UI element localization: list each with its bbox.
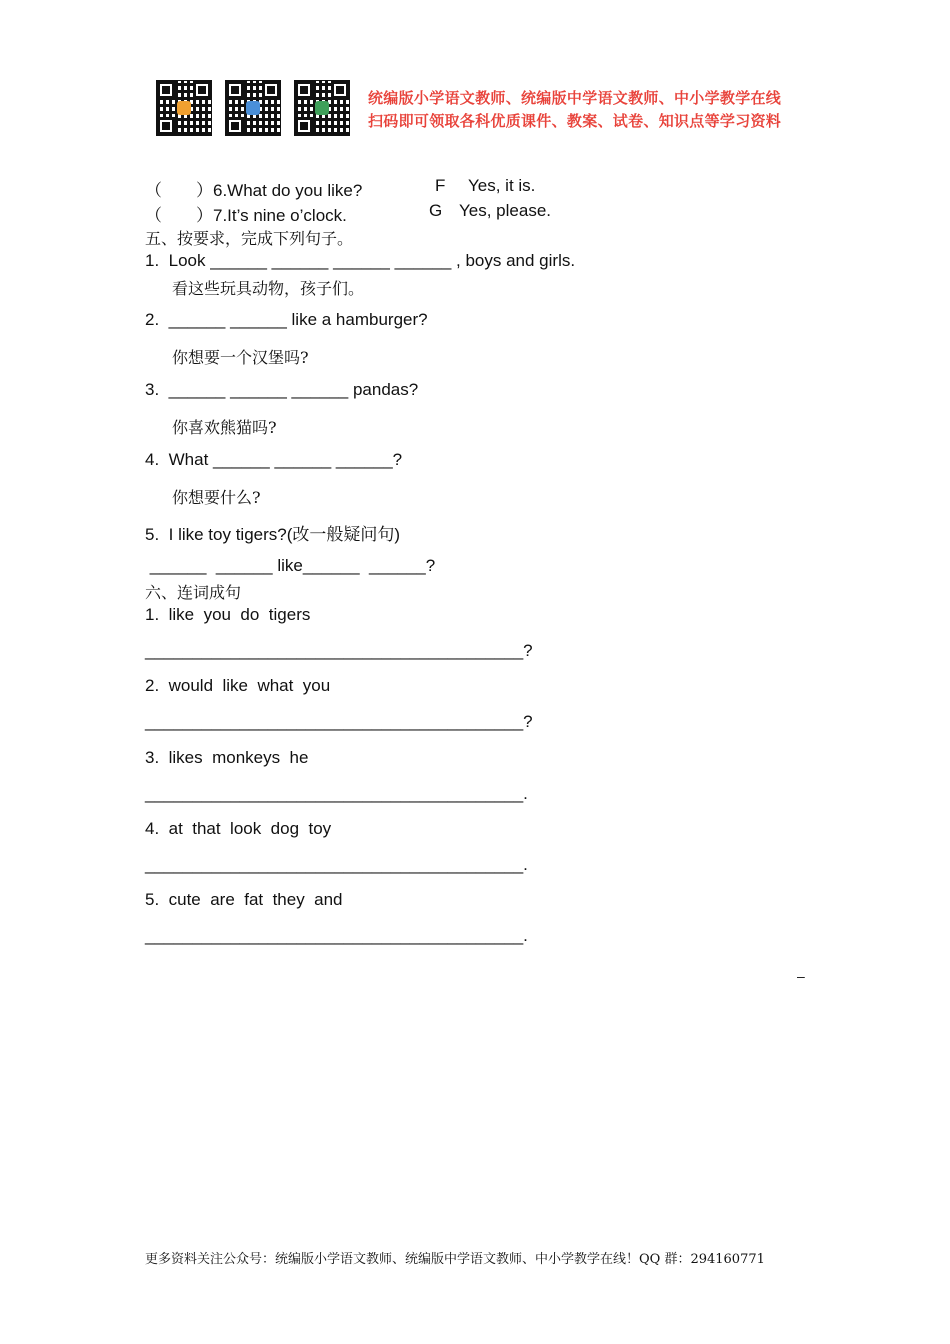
section-6-item-5-blank: ________________________________________. xyxy=(145,926,528,945)
section-5-item-4: 4. What ______ ______ ______? xyxy=(145,450,403,469)
section-5-item-3-translation: 你喜欢熊猫吗? xyxy=(172,418,277,437)
section-6-item-3-words: 3. likes monkeys he xyxy=(145,748,309,767)
page-mark: – xyxy=(797,968,805,984)
section-6-item-1-words: 1. like you do tigers xyxy=(145,605,311,624)
matching-answer-f: Yes, it is. xyxy=(468,176,536,195)
section-6-item-3-blank: ________________________________________. xyxy=(145,784,528,803)
section-6-title: 六、连词成句 xyxy=(145,583,242,602)
section-6-item-5-words: 5. cute are fat they and xyxy=(145,890,343,909)
matching-letter-f: F xyxy=(435,176,446,195)
qr-code-icon xyxy=(225,80,281,136)
matching-question-6: （ ）6.What do you like? xyxy=(145,181,363,200)
section-6-item-4-blank: ________________________________________. xyxy=(145,855,528,874)
footer-promo: 更多资料关注公众号：统编版小学语文教师、统编版中学语文教师、中小学教学在线！QQ 群：294160771 xyxy=(145,1252,765,1267)
matching-question-7: （ ）7.It’s nine o’clock. xyxy=(145,206,347,225)
section-6-item-1-blank: ________________________________________? xyxy=(145,641,533,660)
section-6-item-2-blank: ________________________________________? xyxy=(145,712,533,731)
section-5-item-1: 1. Look ______ ______ ______ ______ , boys and girls. xyxy=(145,251,576,270)
qr-code-icon xyxy=(294,80,350,136)
header-promo-line-2: 扫码即可领取各科优质课件、教案、试卷、知识点等学习资料 xyxy=(368,112,782,130)
section-6-item-4-words: 4. at that look dog toy xyxy=(145,819,332,838)
section-5-item-2: 2. ______ ______ like a hamburger? xyxy=(145,310,428,329)
section-5-title: 五、按要求，完成下列句子。 xyxy=(145,229,354,248)
qr-code-icon xyxy=(156,80,212,136)
matching-letter-g: G xyxy=(429,201,443,220)
section-5-item-5-answer-blanks: ______ ______ like______ ______? xyxy=(145,556,436,575)
section-5-item-5: 5. I like toy tigers?(改一般疑问句) xyxy=(145,525,401,544)
header-promo-line-1: 统编版小学语文教师、统编版中学语文教师、中小学教学在线 xyxy=(368,89,782,107)
matching-answer-g: Yes, please. xyxy=(459,201,551,220)
section-5-item-2-translation: 你想要一个汉堡吗? xyxy=(172,348,309,367)
section-5-item-1-translation: 看这些玩具动物，孩子们。 xyxy=(172,279,365,298)
section-6-item-2-words: 2. would like what you xyxy=(145,676,331,695)
section-5-item-3: 3. ______ ______ ______ pandas? xyxy=(145,380,419,399)
section-5-item-4-translation: 你想要什么? xyxy=(172,488,261,507)
